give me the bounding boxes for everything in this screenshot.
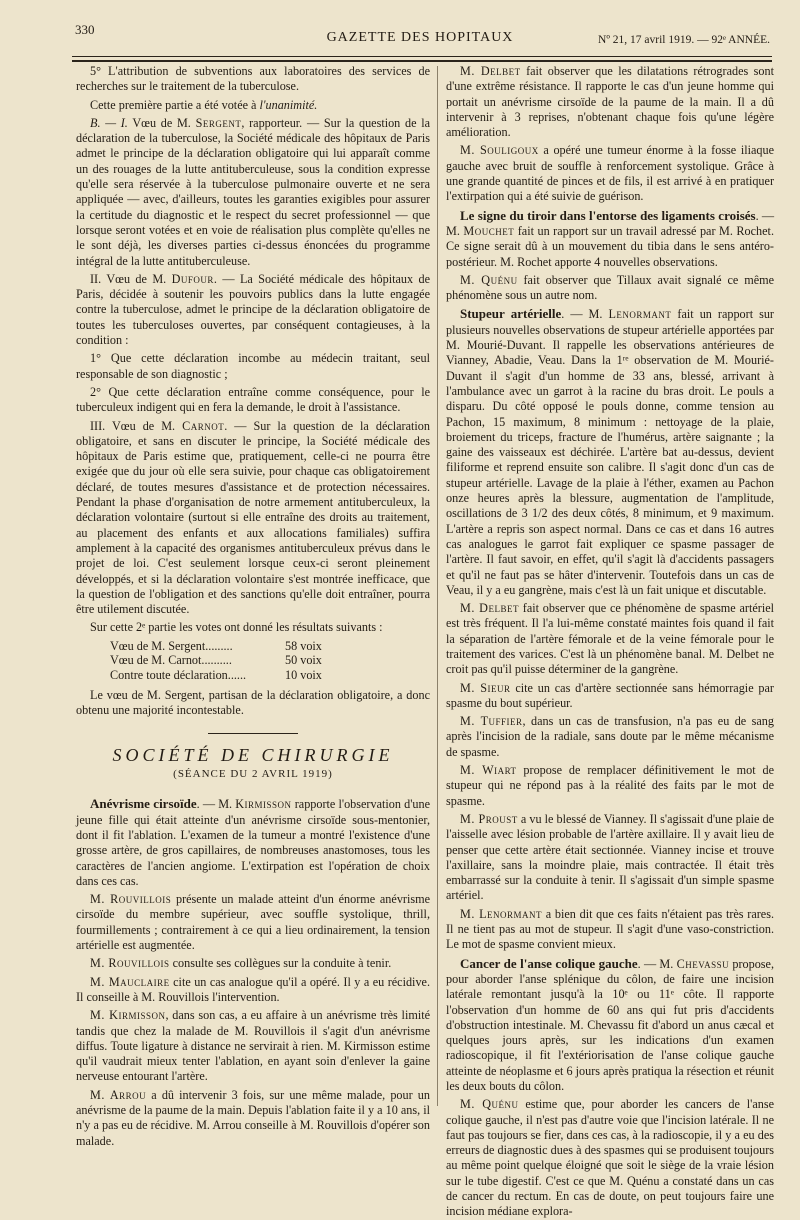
paragraph: M. Wiart propose de remplacer définitivement le mot de stupeur qui ne répond pas à la réalité des faits par le mot de spasme. bbox=[446, 763, 774, 808]
paragraph: Sur cette 2ᵉ partie les votes ont donné les résultats suivants : bbox=[90, 620, 383, 635]
votes-table bbox=[110, 639, 322, 683]
paragraph: 1° Que cette déclaration incombe au médecin traitant, seul responsable de son diagnostic ; bbox=[76, 351, 430, 381]
paragraph: M. Tuffier, dans un cas de transfusion, n'a pas eu de sang après l'incision de la radiale, sans doute par le même mécanisme de spasme. bbox=[446, 714, 774, 759]
paragraph: Cancer de l'anse colique gauche. — M. Chevassu propose, pour aborder l'anse splénique du côlon, de faire une incision latérale remontant jusqu'à la 10ᵉ ou 11ᵉ côte. Il rapporte l'observation d'un homme de 60 ans qui fut pris d'accidents d'obstruction intestinale. M. Chevassu fit d'abord un anus cæcal et quelques jours après, sur les indications d'un examen radioscopique, il fit l'extériorisation de l'anse colique gauche atteinte de néoplasme et 6 jours après pratiqua la résection et réunit les deux bouts du côlon. bbox=[446, 955, 775, 1093]
section-title: SOCIÉTÉ DE CHIRURGIE bbox=[112, 744, 394, 765]
right-column bbox=[446, 64, 775, 1219]
table-row: Vœu de M. Sergent......... 58 voix bbox=[110, 638, 322, 653]
header-rule-thin bbox=[72, 56, 772, 57]
paragraph: M. Lenormant a bien dit que ces faits n'étaient pas très rares. Il ne tient pas au mot de stupeur. Il s'agit d'une vaso-constriction. Le mot de spasme convient mieux. bbox=[446, 906, 774, 952]
paragraph: III. Vœu de M. Carnot. — Sur la question de la déclaration obligatoire, et sans en discuter le principe, la Société médicale des hôpitaux de Paris estime que, pratiquement, celle-ci ne pourra être exigée que du jour où elle sera suivie, pour chaque cas obligatoirement déclaré, de toutes mesures d'assistance et de protection nécessaires. Pendant la phase d'organisation de notre armement antituberculeux, la déclaration volontaire (surtout si elle entraîne des droits au traitement, au placement des enfants et aux allocations familiales) suffira amplement à la capacité des organismes antituberculeux prévus dans le projet de loi. C'est seulement lorsque ceux-ci seront pleinement développés, et si la déclaration volontaire s'est montrée inefficace, que la question de l'obligation et des sanctions qu'elle doit entraîner, pourra être utilement discutée. bbox=[76, 418, 430, 617]
paragraph: 2° Que cette déclaration entraîne comme conséquence, pour le tuberculeux indigent qui en fera la demande, le droit à l'assistance. bbox=[76, 384, 430, 415]
issue-date: Nº 21, 17 avril 1919. — 92ᵉ ANNÉE. bbox=[598, 34, 770, 46]
paragraph: Anévrisme cirsoïde. — M. Kirmisson rapporte l'observation d'une jeune fille qui était atteinte d'un anévrisme cirsoïde sous-mentonier, dont il fit l'ablation. L'examen de la tumeur a montré l'existence d'une grosse artère, de gros capillaires, de nombreuses anastomoses, tous les caractères de l'ancien angiome. L'extirpation est l'opération de choix dans ces cas. bbox=[76, 796, 430, 888]
paragraph: M. Rouvillois consulte ses collègues sur la conduite à tenir. bbox=[90, 956, 392, 971]
paragraph: Le signe du tiroir dans l'entorse des ligaments croisés. — M. Mouchet fait un rapport sur un travail adressé par M. Rochet. Ce signe serait dû à un mouvement du tibia dans le sens antéro-postérieur. M. Rochet apporte 4 nouvelles observations. bbox=[446, 207, 775, 269]
paragraph: Le vœu de M. Sergent, partisan de la déclaration obligatoire, a donc obtenu une majorité incontestable. bbox=[76, 688, 430, 718]
paragraph: M. Delbet fait observer que ce phénomène de spasme artériel est très fréquent. Il l'a lui-même constaté maintes fois quand il fait la séparation de l'artère fémorale et de la veine fémorale pour le traitement des varices. C'est là un phénomène banal. M. Delbet ne croit pas qu'il puisse déterminer de la gangrène. bbox=[446, 601, 774, 677]
session-date: (SÉANCE DU 2 AVRIL 1919) bbox=[173, 768, 333, 781]
paragraph: Cette première partie a été votée à l'unanimité. bbox=[90, 97, 318, 112]
page-header bbox=[70, 22, 770, 52]
paragraph: M. Mauclaire cite un cas analogue qu'il a opéré. Il y a eu récidive. Il conseille à M. Rouvillois l'intervention. bbox=[76, 974, 430, 1004]
left-column bbox=[76, 64, 431, 1148]
paragraph: M. Souligoux a opéré une tumeur énorme à la fosse iliaque gauche avec bruit de souffle à renforcement systolique. Grâce à une grande quantité de pinces et de fils, il est arrivé à en pratiquer l'extirpation qui a été suivie de guérison. bbox=[446, 143, 775, 204]
paragraph: M. Arrou a dû intervenir 3 fois, sur une même malade, pour un anévrisme de la paume de la main. Depuis l'ablation faite il y a 10 ans, il n'y a pas eu de récidive. M. Arrou conseille à M. Rouvillois d'opérer son malade. bbox=[76, 1087, 430, 1148]
paragraph: B. — I. Vœu de M. Sergent, rapporteur. — Sur la question de la déclaration de la tuberculose, la Société médicale des hôpitaux de Paris admet le principe de la déclaration obligatoire qui lui apparaît comme un des rouages de la lutte antituberculeuse, sous la condition expresse qu'elle sera réservée à la tuberculose pulmonaire ouverte et ne sera appliquée — avec, d'ailleurs, toutes les garanties exigibles pour assurer la certitude du diagnostic et le respect du secret professionnel — que lorsque seront votées et en voie de réalisation plus complète qu'elles ne le sont déjà, les diverses parties ci-dessus énoncées du programme intégral de la lutte antituberculeuse. bbox=[76, 115, 430, 268]
paragraph: M. Quénu estime que, pour aborder les cancers de l'anse colique gauche, il n'est pas d'autre voie que l'incision latérale. Il ne faut pas toujours se fier, dans ces cas, à la radioscopie, il y a eu des erreurs de diagnostic dues à des spasmes qui se produisent toujours au même point quelque éloigné que soit le siège de la vraie lésion sur le tube digestif. C'est ce que M. Quénu a constaté dans un cas de cancer du rectum. En cas de doute, on peut toujours faire une incision médiane explora- bbox=[446, 1097, 774, 1219]
paragraph: M. Delbet fait observer que les dilatations rétrogrades sont d'une extrême résistance. Il rapporte le cas d'un jeune homme qui portait un anévrisme cirsoïde de la paume de la main. Il a dû intervenir à 3 reprises, n'obtenant chaque fois qu'une légère amélioration. bbox=[446, 64, 774, 140]
table-row: Contre toute déclaration...... 10 voix bbox=[110, 667, 322, 682]
paragraph: M. Proust a vu le blessé de Vianney. Il s'agissait d'une plaie de l'aisselle avec lésion probable de l'artère axillaire. Il y avait lieu de penser que cette artère était sectionnée. Vianney incise et trouve l'axillaire, sans la moindre plaie, mais contractée. Il était très embarrassé sur la conduite à tenir. Il s'agissait d'un simple spasme artériel. bbox=[446, 811, 774, 903]
table-row: Vœu de M. Carnot.......... 50 voix bbox=[110, 653, 322, 668]
paragraph: Stupeur artérielle. — M. Lenormant fait un rapport sur plusieurs nouvelles observations de stupeur artérielle apportées par M. Mourié-Duvant. Il rappelle les observations antérieures de Vianney, Abadie, Veau. Dans la 1ʳᵉ observation de M. Mourié-Duvant il s'agit d'un homme de 33 ans, blessé, arrivant à l'ambulance avec un garrot à la racine du bras droit. Le pouls a disparu. Du côté opposé le pouls donne, comme tension au Pachon, 15 maximum, 8 minimum : nettoyage de la plaie, broiement du triceps, fracture de l'humérus, artère saignante ; la gaine des vaisseaux est déchirée. L'artère bat au-dessus, devient filiforme et reprend ensuite son calibre. Il s'agit donc d'un cas de stupeur artérielle. Lavage de la plaie à l'éther, examen au Pachon onze heures après la blessure, augmentation de l'amplitude, oscillations de 3 1/2 des deux côtés, 8 minimum, et 9 maximum. L'artère a repris son aspect normal. Dans ce cas et dans 16 autres cas analogues le garrot fait expliquer ce spasme passager de l'artère. Il faut savoir, en effet, qu'il s'agit là d'accidents passagers et qu'il ne faut pas se hâter d'intervenir. Toutefois dans un cas de Veau, il y a eu gangrène, mais c'est là un fait unique et discutable. bbox=[446, 306, 774, 597]
column-separator bbox=[437, 66, 438, 1106]
paragraph: M. Quénu fait observer que Tillaux avait signalé ce même phénomène sous un autre nom. bbox=[446, 272, 774, 303]
section-divider bbox=[208, 733, 298, 734]
paragraph: M. Rouvillois présente un malade atteint d'un énorme anévrisme cirsoïde du membre supérieur, avec souffle systolique, thrill, fourmillements ; contrairement à ce qui a lieu ordinairement, la tension artérielle est augmentée. bbox=[76, 892, 430, 953]
header-rule-thick bbox=[72, 60, 772, 62]
page-number: 330 bbox=[75, 22, 95, 37]
paragraph: M. Sieur cite un cas d'artère sectionnée sans hémorragie par spasme du bout supérieur. bbox=[446, 680, 774, 710]
gazette-title: GAZETTE DES HOPITAUX bbox=[326, 30, 514, 45]
paragraph: II. Vœu de M. Dufour. — La Société médicale des hôpitaux de Paris, décidée à soutenir les pouvoirs publics dans la lutte engagée contre la tuberculose, admet le principe de la déclaration obligatoire de toutes les tuberculoses ouvertes, par conséquent contagieuses, à la condition : bbox=[76, 271, 431, 348]
paragraph: 5° L'attribution de subventions aux laboratoires des services de recherches sur le traitement de la tuberculose. bbox=[76, 64, 430, 94]
paragraph: M. Kirmisson, dans son cas, a eu affaire à un anévrisme très limité tandis que chez la malade de M. Rouvillois il s'agit d'un anévrisme diffus. Toute ligature à distance ne servirait à rien. M. Kirmisson estime qu'il vaudrait mieux tenter l'ablation, en ayant soin d'enlever la gaine nerveuse entourant l'artère. bbox=[76, 1008, 430, 1084]
